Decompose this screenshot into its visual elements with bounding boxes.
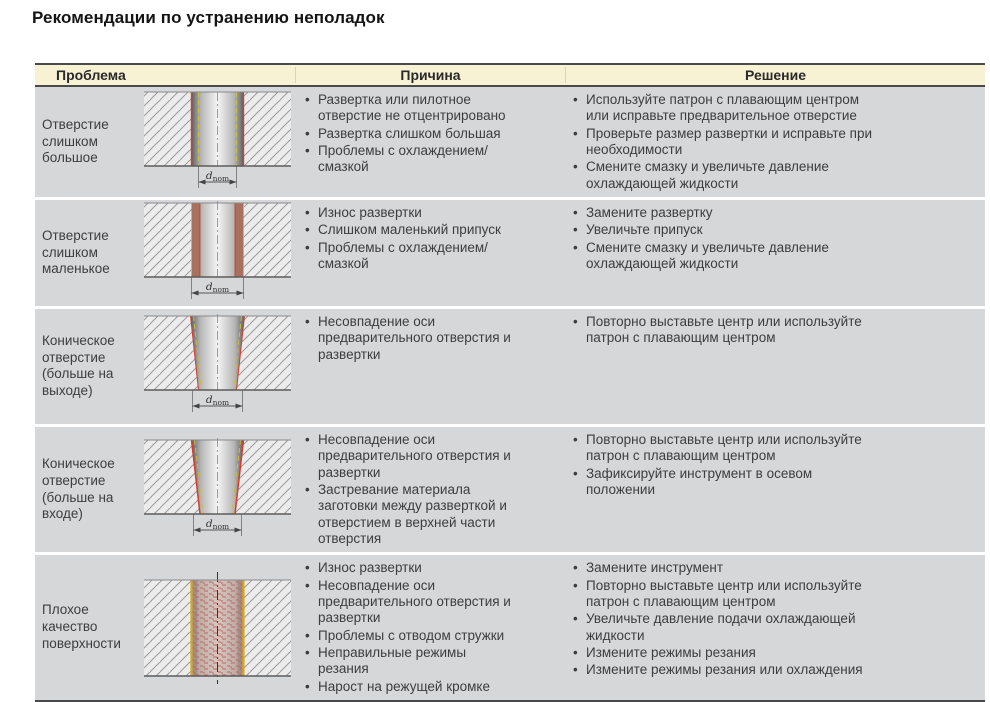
cause-list	[295, 427, 565, 552]
solution-item: • Проверьте размер развертки и исправьте при необходимости	[573, 126, 875, 159]
problem-label: Коническое отверстие (больше на выходе)	[42, 333, 115, 399]
problem-label: Отверстие слишком большое	[42, 116, 109, 166]
hole-diagram-hole-too-small	[140, 201, 295, 305]
solution-item: • Смените смазку и увеличьте давление охлаждающей жидкости	[573, 159, 875, 192]
cause-item: • Несовпадение оси предварительного отверстия и развертки	[305, 432, 520, 481]
troubleshooting-table	[35, 63, 985, 702]
hole-cross-section-diagram	[140, 555, 295, 700]
hole-diagram-hole-too-large	[140, 90, 295, 194]
solution-list	[565, 200, 985, 306]
page-title: Рекомендации по устранению неполадок	[32, 8, 385, 27]
cause-list	[295, 309, 565, 424]
cause-item: • Износ развертки	[305, 205, 520, 221]
table-header-row	[35, 63, 985, 87]
column-header-cause: Причина	[295, 67, 565, 83]
problem-label: Плохое качество поверхности	[42, 602, 121, 651]
solution-item: • Увеличьте припуск	[573, 222, 875, 238]
solution-item: • Измените режимы резания	[573, 645, 875, 661]
hole-diagram-taper-exit	[140, 314, 295, 418]
cause-list	[295, 87, 565, 197]
hole-cross-section-diagram	[140, 427, 295, 552]
svg-text:dnom: dnom	[205, 169, 230, 183]
solution-item: • Измените режимы резания или охлаждения	[573, 662, 875, 678]
hole-diagram-poor-surface	[140, 572, 295, 684]
cause-list	[295, 200, 565, 306]
solution-list	[565, 309, 985, 424]
cause-item: • Слишком маленький припуск	[305, 222, 520, 238]
cause-item: • Развертка слишком большая	[305, 126, 520, 142]
column-header-solution: Решение	[565, 67, 985, 83]
svg-text:dnom: dnom	[205, 517, 230, 531]
cause-item: • Проблемы с охлаждением/смазкой	[305, 143, 520, 176]
table-row	[35, 87, 985, 197]
cause-item: • Развертка или пилотное отверстие не отцентрировано	[305, 92, 520, 125]
solution-item: • Повторно выставьте центр или используйте патрон с плавающим центром	[573, 578, 875, 611]
solution-list	[565, 87, 985, 197]
hole-cross-section-diagram	[140, 309, 295, 424]
solution-item: • Зафиксируйте инструмент в осевом положении	[573, 466, 875, 499]
cause-item: • Износ развертки	[305, 560, 520, 576]
solution-list	[565, 555, 985, 700]
solution-item: • Замените инструмент	[573, 560, 875, 576]
hole-cross-section-diagram	[140, 200, 295, 306]
table-row	[35, 309, 985, 424]
solution-item: • Используйте патрон с плавающим центром или исправьте предварительное отверстие	[573, 92, 875, 125]
cause-item: • Несовпадение оси предварительного отверстия и развертки	[305, 314, 520, 363]
svg-text:dnom: dnom	[205, 394, 230, 408]
table-row	[35, 555, 985, 700]
cause-item: • Несовпадение оси предварительного отверстия и развертки	[305, 578, 520, 627]
cause-item: • Застревание материала заготовки между разверткой и отверстием в верхней части отверстия	[305, 482, 520, 547]
cause-item: • Неправильные режимы резания	[305, 645, 520, 678]
hole-cross-section-diagram	[140, 87, 295, 197]
table-row	[35, 200, 985, 306]
cause-item: • Нарост на режущей кромке	[305, 679, 520, 695]
solution-item: • Повторно выставьте центр или используйте патрон с плавающим центром	[573, 432, 875, 465]
solution-item: • Смените смазку и увеличьте давление охлаждающей жидкости	[573, 240, 875, 273]
solution-item: • Замените развертку	[573, 205, 875, 221]
table-body	[35, 87, 985, 700]
column-header-problem: Проблема	[56, 67, 126, 83]
cause-list	[295, 555, 565, 700]
svg-text:dnom: dnom	[205, 280, 230, 294]
cause-item: • Проблемы с отводом стружки	[305, 628, 520, 644]
cause-item: • Проблемы с охлаждением/смазкой	[305, 240, 520, 273]
solution-list	[565, 427, 985, 552]
solution-item: • Увеличьте давление подачи охлаждающей жидкости	[573, 611, 875, 644]
problem-label: Отверстие слишком маленькое	[42, 227, 110, 277]
problem-label: Коническое отверстие (больше на входе)	[42, 456, 115, 522]
hole-diagram-taper-entry	[140, 438, 295, 542]
solution-item: • Повторно выставьте центр или используйте патрон с плавающим центром	[573, 314, 875, 347]
table-row	[35, 427, 985, 552]
